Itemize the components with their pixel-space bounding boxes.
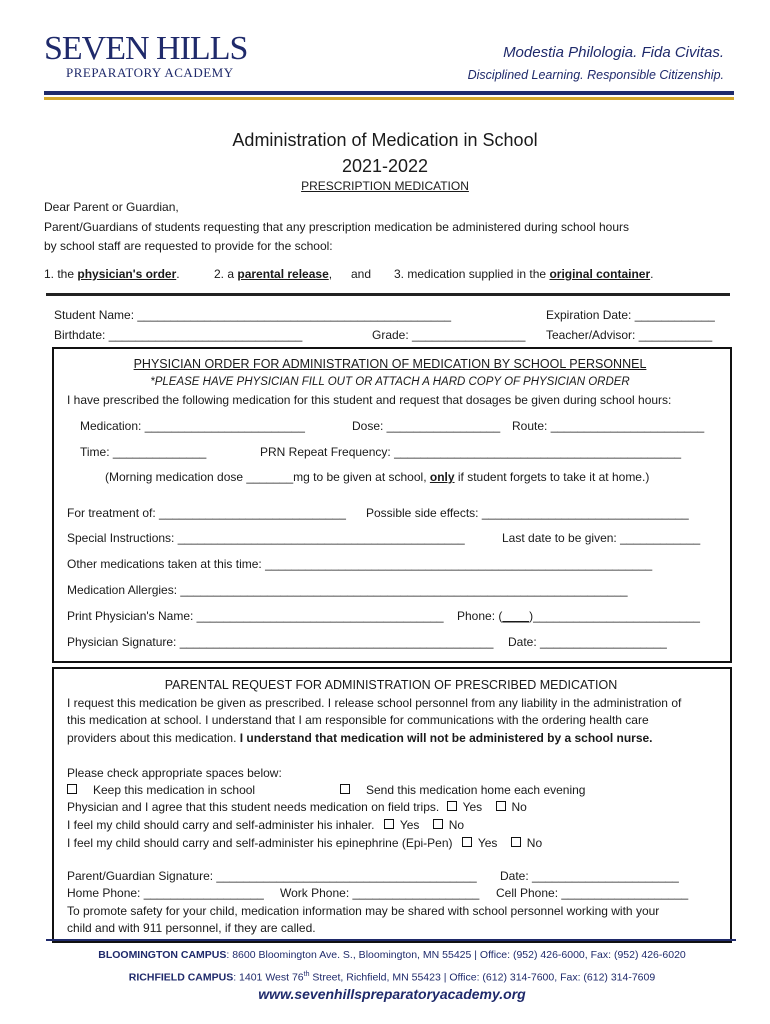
morning-dose-pre: (Morning medication dose _______mg to be given at school, [105,470,430,484]
richfield-info-2: Street, Richfield, MN 55423 | Office: (612) 314-7600, Fax: (612) 314-7609 [309,971,656,984]
special-instructions-field[interactable]: Special Instructions: ___________________________________________ [67,531,465,545]
physician-name-field[interactable]: Print Physician's Name: _____________________________________ [67,609,444,623]
richfield-label: RICHFIELD CAMPUS [128,971,234,984]
time-field[interactable]: Time: ______________ [80,445,207,459]
field-trips-yes-checkbox[interactable] [447,801,457,811]
dose-field[interactable]: Dose: _________________ [352,419,501,433]
birthdate-field[interactable]: Birthdate: _____________________________ [54,328,303,342]
field-trips-question [67,800,527,814]
requirement-1-key: physician's order [77,267,177,281]
field-trips-label: Physician and I agree that this student needs medication on field trips. [67,800,440,814]
greeting: Dear Parent or Guardian, [44,200,179,214]
last-date-field[interactable]: Last date to be given: ____________ [502,531,701,545]
keep-in-school-option[interactable] [67,783,255,797]
richfield-campus [0,971,770,984]
student-name-field[interactable]: Student Name: _______________________________________________ [54,308,452,322]
treatment-field[interactable]: For treatment of: ____________________________ [67,506,346,520]
intro-line-1: Parent/Guardians of students requesting that any prescription medication be administered during school hours [44,220,630,234]
parent-para-1: I request this medication be given as prescribed. I release school personnel from any liability in the administration of [67,696,682,710]
school-year: 2021-2022 [341,156,429,176]
parent-para-3 [67,731,653,745]
epipen-question [67,836,542,850]
inhaler-question [67,818,464,832]
requirement-1-pre: 1. the [44,267,78,281]
requirement-3-key: original container [549,267,651,281]
check-intro: Please check appropriate spaces below: [67,766,282,780]
inhaler-no-checkbox[interactable] [433,819,443,829]
logo [44,30,254,86]
field-trips-no-label: No [511,800,527,814]
divider [46,293,730,296]
requirement-2-post: , [328,267,333,281]
medication-allergies-field[interactable]: Medication Allergies: ___________________________________________________________________ [67,583,628,597]
requirement-2-key: parental release [237,267,329,281]
phone-area-code: ____ [502,609,530,623]
header-rule-navy [44,91,734,95]
requirement-3 [394,267,653,281]
epipen-yes-label: Yes [477,836,498,850]
safety-note-1: To promote safety for your child, medication information may be shared with school personnel working with your [67,904,660,918]
parent-para-2: this medication at school. I understand that I am responsible for communications with the ordering health care [67,713,649,727]
requirement-1 [44,267,180,281]
bloomington-info: : 8600 Bloomington Ave. S., Bloomington, MN 55425 | Office: (952) 426-6000, Fax: (952) 426-6020 [226,949,686,961]
physician-date-field[interactable]: Date: ___________________ [508,635,667,649]
send-home-checkbox[interactable] [340,784,350,794]
richfield-info-1: : 1401 West 76 [233,971,304,984]
parent-date-field[interactable]: Date: ______________________ [500,869,679,883]
intro-line-2: by school staff are requested to provide for the school: [44,239,333,253]
motto: Modestia Philologia. Fida Civitas. [503,44,724,61]
requirement-3-pre: 3. medication supplied in the [394,267,550,281]
phone-label: Phone: ( [457,609,503,623]
tagline: Disciplined Learning. Responsible Citizenship. [467,68,724,82]
keep-label: Keep this medication in school [93,783,256,797]
medication-field[interactable]: Medication: ________________________ [80,419,305,433]
field-trips-no-checkbox[interactable] [496,801,506,811]
footer-rule [46,939,736,941]
epipen-yes-checkbox[interactable] [462,837,472,847]
teacher-advisor-field[interactable]: Teacher/Advisor: ___________ [546,328,713,342]
grade-field[interactable]: Grade: _________________ [372,328,526,342]
safety-note-2: child and with 911 personnel, if they are called. [67,921,316,935]
logo-title: SEVEN HILLS [44,30,248,67]
morning-dose-post: if student forgets to take it at home.) [454,470,650,484]
parent-para-3-text: providers about this medication. [67,731,240,745]
bloomington-campus [0,949,770,961]
physician-signature-field[interactable]: Physician Signature: _______________________________________________ [67,635,494,649]
other-medications-field[interactable]: Other medications taken at this time: __________________________________________________________ [67,557,653,571]
phone-number-blank: )_________________________ [529,609,700,623]
home-phone-field[interactable]: Home Phone: __________________ [67,886,264,900]
morning-dose-only: only [429,470,455,484]
cell-phone-field[interactable]: Cell Phone: ___________________ [496,886,689,900]
physician-phone-field[interactable] [457,609,700,623]
physician-note: *PLEASE HAVE PHYSICIAN FILL OUT OR ATTACH A HARD COPY OF PHYSICIAN ORDER [150,376,630,388]
epipen-no-label: No [526,836,543,850]
epipen-no-checkbox[interactable] [511,837,521,847]
side-effects-field[interactable]: Possible side effects: _______________________________ [366,506,689,520]
requirement-2 [214,267,332,281]
bloomington-label: BLOOMINGTON CAMPUS [98,949,227,961]
richfield-ordinal: th [303,971,310,978]
parent-signature-field[interactable]: Parent/Guardian Signature: _______________________________________ [67,869,477,883]
prn-frequency-field[interactable]: PRN Repeat Frequency: ___________________________________________ [260,445,682,459]
physician-heading: PHYSICIAN ORDER FOR ADMINISTRATION OF MEDICATION BY SCHOOL PERSONNEL [133,357,647,371]
requirement-2-pre: 2. a [214,267,238,281]
send-home-option[interactable] [340,783,585,797]
route-field[interactable]: Route: _______________________ [512,419,705,433]
physician-statement: I have prescribed the following medication for this student and request that dosages be given during school hours: [67,393,672,407]
section-subtitle: PRESCRIPTION MEDICATION [301,179,469,193]
inhaler-yes-checkbox[interactable] [384,819,394,829]
requirement-1-post: . [176,267,180,281]
header-rule-gold [44,97,734,100]
website-link[interactable]: www.sevenhillspreparatoryacademy.org [258,986,526,1002]
page-title: Administration of Medication in School [232,130,538,150]
keep-checkbox[interactable] [67,784,77,794]
logo-subtitle: PREPARATORY ACADEMY [66,65,234,80]
requirement-3-post: . [650,267,654,281]
epipen-label: I feel my child should carry and self-administer his epinephrine (Epi-Pen) [67,836,453,850]
parent-heading: PARENTAL REQUEST FOR ADMINISTRATION OF PRESCRIBED MEDICATION [164,678,618,692]
field-trips-yes-label: Yes [462,800,483,814]
inhaler-no-label: No [448,818,465,832]
no-nurse-notice: I understand that medication will not be administered by a school nurse. [239,731,653,745]
expiration-date-field[interactable]: Expiration Date: ____________ [546,308,715,322]
requirement-and: and [351,267,372,281]
work-phone-field[interactable]: Work Phone: ___________________ [280,886,480,900]
send-home-label: Send this medication home each evening [366,783,586,797]
morning-dose-field[interactable] [105,470,649,484]
inhaler-label: I feel my child should carry and self-administer his inhaler. [67,818,375,832]
inhaler-yes-label: Yes [399,818,420,832]
